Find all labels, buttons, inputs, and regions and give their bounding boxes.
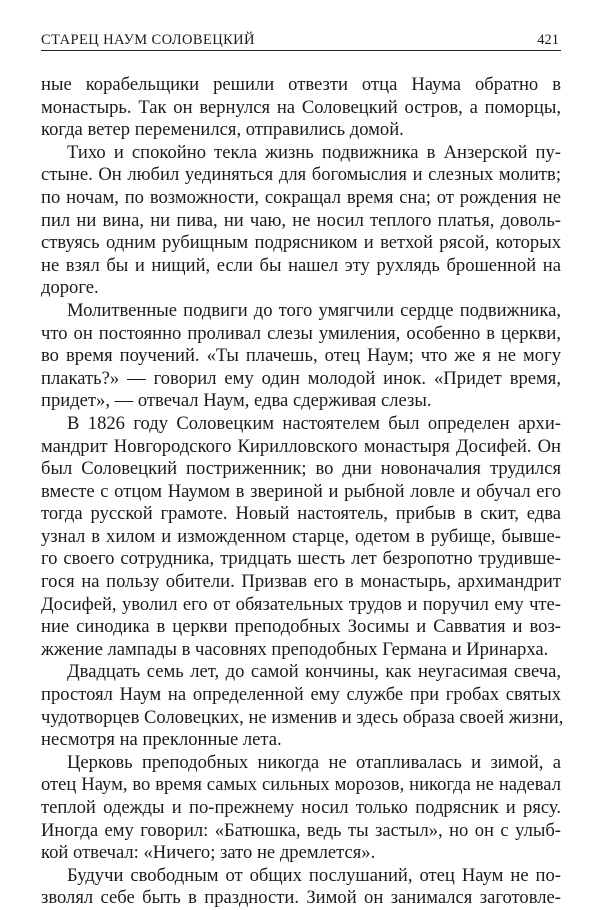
text-line: когда ветер переменился, отправились домой. bbox=[41, 119, 404, 141]
text-line: Двадцать семь лет, до самой кончины, как неугасимая свеча, bbox=[67, 661, 561, 683]
text-line: гося на пользу обители. Призвав его в монастырь, архимандрит bbox=[41, 571, 561, 593]
text-line: тогда русской грамоте. Новый настоятель, прибыв в скит, едва bbox=[41, 503, 561, 525]
text-line: пил ни вина, ни пива, ни чаю, не носил теплого платья, доволь- bbox=[41, 209, 561, 231]
text-line: был Соловецкий постриженник; во дни новоначалия трудился bbox=[41, 458, 561, 480]
paragraph bbox=[41, 74, 561, 142]
text-line: зволял себе быть в праздности. Зимой он занимался заготовле- bbox=[41, 887, 561, 909]
text-line: Досифей, уволил его от обязательных трудов и поручил ему чте- bbox=[41, 593, 561, 615]
text-line: стыне. Он любил уединяться для богомыслия и слезных молитв; bbox=[41, 164, 561, 186]
page-number: 421 bbox=[537, 32, 559, 48]
text-line: чудотворцев Соловецких, не изменив и здесь образа своей жизни, bbox=[41, 706, 564, 728]
running-header bbox=[41, 32, 561, 51]
text-line: ствуясь одним рубищным подрясником и ветхой рясой, которых bbox=[41, 232, 561, 254]
page-body-text bbox=[41, 74, 564, 910]
text-line: Тихо и спокойно текла жизнь подвижника в Анзерской пу- bbox=[67, 141, 561, 163]
text-line: простоял Наум на определенной ему службе при гробах святых bbox=[41, 684, 561, 706]
text-line: Церковь преподобных никогда не отапливалась и зимой, а bbox=[67, 751, 561, 773]
text-line: мандрит Новгородского Кирилловского монастыря Досифей. Он bbox=[41, 435, 561, 457]
text-line: Будучи свободным от общих послушаний, отец Наум не по- bbox=[67, 864, 561, 886]
paragraph bbox=[41, 142, 561, 300]
text-line: Иногда ему говорил: «Батюшка, ведь ты застыл», но он с улыб- bbox=[41, 819, 561, 841]
text-line: теплой одежды и по-прежнему носил только подрясник и рясу. bbox=[41, 797, 561, 818]
paragraph bbox=[41, 300, 561, 413]
paragraph bbox=[41, 865, 561, 910]
text-line: го своего сотрудника, тридцать шесть лет безропотно трудивше- bbox=[41, 548, 561, 570]
text-line: ние синодика в церкви преподобных Зосимы и Савватия и воз- bbox=[41, 616, 561, 638]
text-line: вместе с отцом Наумом в звериной и рыбной ловле и обучал его bbox=[41, 480, 561, 502]
paragraph bbox=[41, 413, 561, 662]
text-line: во время поучений. «Ты плачешь, отец Наум; что же я не могу bbox=[41, 345, 561, 367]
text-line: В 1826 году Соловецким настоятелем был определен архи- bbox=[67, 412, 561, 434]
text-line: отец Наум, во время самых сильных морозов, никогда не надевал bbox=[41, 774, 561, 796]
text-line: монастырь. Так он вернулся на Соловецкий остров, а поморцы, bbox=[41, 96, 561, 118]
text-line: придет», — отвечал Наум, едва сдерживая слезы. bbox=[41, 390, 432, 412]
paragraph bbox=[41, 661, 564, 751]
text-line: жжение лампады в часовнях преподобных Германа и Иринарха. bbox=[41, 638, 549, 660]
text-line: плакать?» — говорил ему один молодой инок. «Придет время, bbox=[41, 367, 561, 389]
text-line: узнал в хилом и изможденном старце, одетом в рубище, бывше- bbox=[41, 525, 561, 547]
text-line: несмотря на преклонные лета. bbox=[41, 729, 282, 751]
text-line: Молитвенные подвиги до того умягчили сердце подвижника, bbox=[67, 299, 561, 321]
running-title: СТАРЕЦ НАУМ СОЛОВЕЦКИЙ bbox=[41, 32, 255, 48]
text-line: что он постоянно проливал слезы умиления, особенно в церкви, bbox=[41, 322, 561, 344]
text-line: не взял бы и нищий, если бы нашел эту рухлядь брошенной на bbox=[41, 254, 561, 276]
text-line: по ночам, по возможности, сокращал время сна; от рождения не bbox=[41, 186, 561, 208]
text-line: ные корабельщики решили отвезти отца Наума обратно в bbox=[41, 74, 561, 95]
text-line: дороге. bbox=[41, 277, 99, 299]
text-line: кой отвечал: «Ничего; зато не дремлется». bbox=[41, 842, 376, 864]
paragraph bbox=[41, 752, 561, 865]
